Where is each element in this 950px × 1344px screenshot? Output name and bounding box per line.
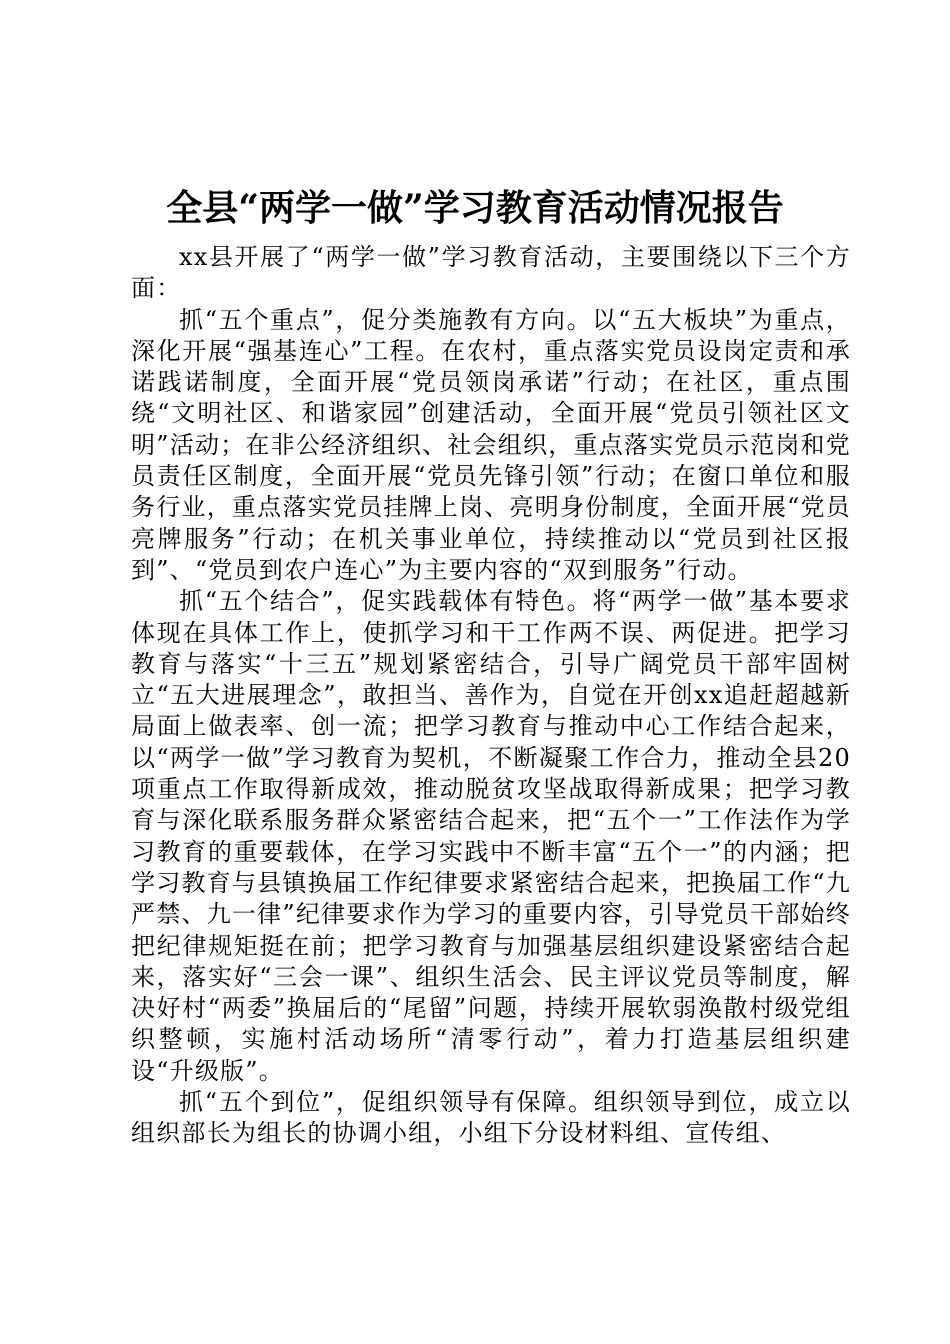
paragraph-five-key-points: 抓“五个重点”，促分类施教有方向。以“五大板块”为重点，深化开展“强基连心”工程。在农村，重点落实党员设岗定责和承诺践诺制度，全面开展“党员领岗承诺”行动；在社区，重点围绕“文明社区、和谐家园”创建活动，全面开展“党员引领社区文明”活动；在非公经济组织、社会组织，重点落实党员示范岗和党员责任区制度，全面开展“党员先锋引领”行动；在窗口单位和服务行业，重点落实党员挂牌上岗、亮明身份制度，全面开展“党员亮牌服务”行动；在机关事业单位，持续推动以“党员到社区报到”、“党员到农户连心”为主要内容的“双到服务”行动。 bbox=[131, 305, 851, 584]
document-title: 全县“两学一做”学习教育活动情况报告 bbox=[166, 187, 784, 229]
document-body bbox=[131, 242, 851, 1150]
paragraph-intro: xx县开展了“两学一做”学习教育活动，主要围绕以下三个方面： bbox=[131, 243, 851, 303]
paragraph-five-in-place: 抓“五个到位”，促组织领导有保障。组织领导到位，成立以组织部长为组长的协调小组，小组下分设材料组、宣传组、 bbox=[131, 1088, 851, 1148]
paragraph-five-combinations: 抓“五个结合”，促实践载体有特色。将“两学一做”基本要求体现在具体工作上，使抓学习和干工作两不误、两促进。把学习教育与落实“十三五”规划紧密结合，引导广阔党员干部牢固树立“五大进展理念”，敢担当、善作为，自觉在开创xx追赶超越新局面上做表率、创一流；把学习教育与推动中心工作结合起来，以“两学一做”学习教育为契机，不断凝聚工作合力，推动全县20项重点工作取得新成效，推动脱贫攻坚战取得新成果；把学习教育与深化联系服务群众紧密结合起来，把“五个一”工作法作为学习教育的重要载体，在学习实践中不断丰富“五个一”的内涵；把学习教育与县镇换届工作纪律要求紧密结合起来，把换届工作“九严禁、九一律”纪律要求作为学习的重要内容，引导党员干部始终把纪律规矩挺在前；把学习教育与加强基层组织建设紧密结合起来，落实好“三会一课”、组织生活会、民主评议党员等制度，解决好村“两委”换届后的“尾留”问题，持续开展软弱涣散村级党组织整顿，实施村活动场所“清零行动”，着力打造基层组织建设“升级版”。 bbox=[131, 587, 851, 1085]
